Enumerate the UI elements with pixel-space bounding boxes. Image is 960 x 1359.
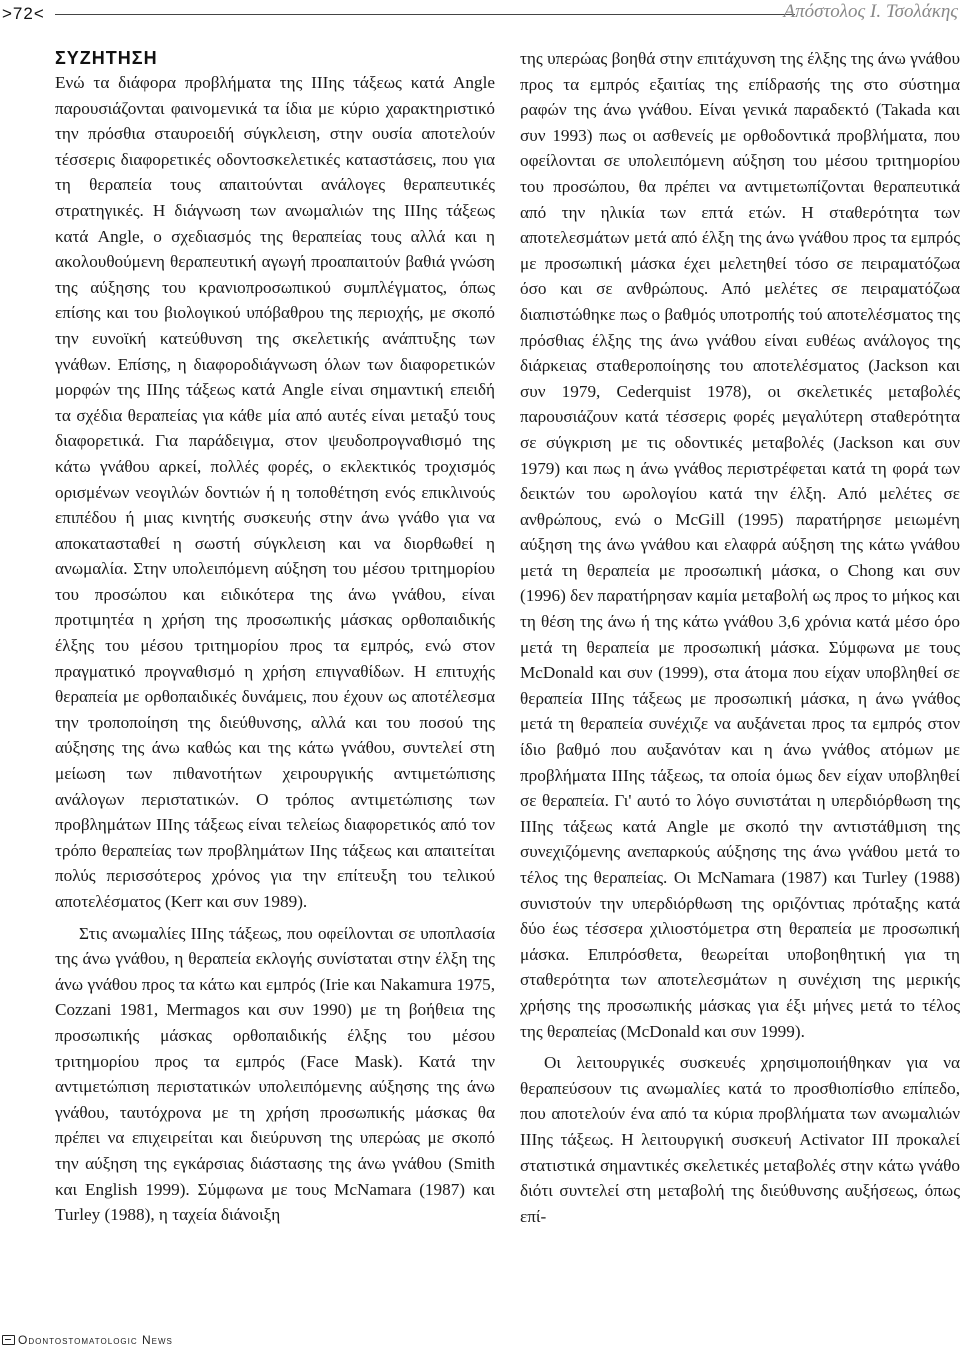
- left-column: [55, 46, 495, 1228]
- left-paragraph-1: Ενώ τα διάφορα προβλήματα της ΙΙΙης τάξεως κατά Angle παρουσιάζονται φαινομενικά τα ίδια με κύριο χαρακτηριστικό την πρόσθια σταυροειδή σύγκλειση, στην ουσία αποτελούν τέσσερις διαφορετικές οδοντοσκελετικές καταστάσεις, που για τη θεραπεία τους απαιτούνται ανάλογες θεραπευτικές στρατηγικές. Η διάγνωση των ανωμαλιών της ΙΙΙης τάξεως κατά Angle, ο σχεδιασμός της θεραπείας τους αλλά και η ακολουθούμενη θεραπευτική αγωγή προαπαιτούν βαθιά γνώση της αύξησης του κρανιοπροσωπικού συμπλέγματος, όπως επίσης και του βιολογικού υπόβαθρου της περιοχής, με σκοπό την ευνοϊκή κατεύθυνση της σκελετικής ανάπτυξης των γνάθων. Επίσης, η διαφοροδιάγνωση όλων των διαφορετικών μορφών της ΙΙΙης τάξεως κατά Angle είναι σημαντική επειδή τα σχέδια θεραπείας για κάθε μία από αυτές είναι μεταξύ τους διαφορετικά. Για παράδειγμα, στον ψευδοπρογναθισμό της κάτω γνάθου αρκεί, πολλές φορές, ο εκλεκτικός τροχισμός ορισμένων νεογιλών δοντιών ή η τοποθέτηση ενός επικλινούς επιπέδου ή μιας κινητής συσκευής στην άνω γνάθο για να αποκατασταθεί η σωστή σύγκλειση και να διορθωθεί η ανωμαλία. Στην υπολειπόμενη αύξηση του μέσου τριτημορίου του προσώπου και ειδικότερα της άνω γνάθου, είναι προτιμητέα η χρήση της προσωπικής μάσκας ορθοπαιδικής έλξης του μέσου τριτημορίου προς τα εμπρός, ενώ στον πραγματικό προγναθισμό η χρήση επιγναθίδων. Η επιτυχής θεραπεία με ορθοπαιδικές δυνάμεις, που έχουν ως αποτέλεσμα την τροποποίηση της διεύθυνσης, αλλά και του ποσού της αύξησης της άνω καθώς και της κάτω γνάθου, συντελεί στη μείωση των πιθανοτήτων χειρουργικής αντιμετώπισης ανάλογων περιστατικών. Ο τρόπος αντιμετώπισης των προβλημάτων ΙΙΙης τάξεως είναι τελείως διαφορετικός από τον τρόπο θεραπείας των προβλημάτων ΙΙης τάξεως και απαιτείται πολύς περισσότερος χρόνος για την επίτευξη του τελικού αποτελέσματος (Kerr και συν 1989).: [55, 73, 495, 911]
- page-number: >72<: [2, 4, 45, 23]
- page-footer: [2, 1333, 173, 1347]
- journal-name: Odontostomatologic News: [18, 1333, 173, 1347]
- left-paragraph-2: Στις ανωμαλίες ΙΙΙης τάξεως, που οφείλονται σε υποπλασία της άνω γνάθου, η θεραπεία εκλογής συνίσταται στην έλξη της άνω γνάθου προς τα κάτω και εμπρός (Irie και Nakamura 1975, Cozzani 1981, Mermagos και συν 1990) με τη βοήθεια της προσωπικής μάσκας ορθοπαιδικής έλξης του μέσου τριτημορίου προς τα εμπρός (Face Mask). Κατά την αντιμετώπιση περιστατικών υπολειπόμενης αύξησης της άνω γνάθου, ταυτόχρονα με τη χρήση προσωπικής μάσκας θα πρέπει να επιχειρείται και διεύρυνση της υπερώας με σκοπό την αύξηση της εγκάρσιας διάστασης της άνω γνάθου (Smith και English 1999). Σύμφωνα με τους McNamara (1987) και Turley (1988), η ταχεία διάνοιξη: [55, 923, 495, 1225]
- right-column: [520, 46, 960, 1229]
- section-title: ΣΥΖΗΤΗΣΗ: [55, 48, 158, 68]
- journal-logo-icon: [2, 1335, 15, 1345]
- page-header: [0, 0, 960, 34]
- right-paragraph-1: της υπερώας βοηθά στην επιτάχυνση της έλξης της άνω γνάθου προς τα εμπρός εξαιτίας της επίδρασής της στο σύστημα ραφών της άνω γνάθου. Είναι γενικά παραδεκτό (Takada και συν 1993) πως οι ασθενείς με ορθοδοντικά προβλήματα, που οφείλονται σε υπολειπόμενη αύξηση του μέσου τριτημορίου του προσώπου, θα πρέπει να αντιμετωπίζονται θεραπευτικά από την ηλικία των επτά ετών. Η σταθερότητα των αποτελεσμάτων μετά από έλξη της άνω γνάθου προς τα εμπρός με προσωπική μάσκα έχει μελετηθεί τόσο σε πειραματόζωα όσο και σε ανθρώπους. Από μελέτες σε πειραματόζωα διαπιστώθηκε πως ο βαθμός υποτροπής τού αποτελέσματος της πρόσθιας έλξης της άνω γνάθου είναι ευθέως ανάλογος της διάρκειας σταθεροποίησης του αποτελέσματος (Jackson και συν 1979, Cederquist 1978), οι σκελετικές μεταβολές παρουσιάζουν κατά τέσσερις φορές μεγαλύτερη σταθερότητα σε σύγκριση με τις οδοντικές μεταβολές (Jackson και συν 1979) και πως η άνω γνάθος περιστρέφεται κατά τη φορά των δεικτών του ωρολογίου κατά την έλξη. Από μελέτες σε ανθρώπους, ενώ ο McGill (1995) παρατήρησε μειωμένη αύξηση της άνω γνάθου και ελαφρά αύξηση της κάτω γνάθου μετά τη θεραπεία με προσωπική μάσκα, ο Chong και συν (1996) δεν παρατήρησαν καμία μεταβολή ως προς το μήκος και τη θέση της άνω ή της κάτω γνάθου 3,6 χρόνια κατά μέσο όρο μετά τη θεραπεία με προσωπική μάσκα. Σύμφωνα με τους McDonald και συν (1999), στα άτομα που είχαν υποβληθεί σε θεραπεία ΙΙΙης τάξεως με προσωπική μάσκα, η άνω γνάθος μετά τη θεραπεία συνέχιζε να αυξάνεται προς τα εμπρός στον ίδιο βαθμό που αυξανόταν και η άνω γνάθος ατόμων με προβλήματα ΙΙΙης τάξεως, τα οποία όμως δεν είχαν υποβληθεί σε θεραπεία. Γι' αυτό το λόγο συνιστάται η υπερδιόρθωση της ΙΙΙης τάξεως κατά Angle με σκοπό την αντιστάθμιση της συνεχιζόμενης ανεπαρκούς αύξησης της άνω γνάθου μετά το τέλος της θεραπείας. Οι McNamara (1987) και Turley (1988) συνιστούν την υπερδιόρθωση της οριζόντιας πρόταξης κατά δύο έως τέσσερα χιλιοστόμετρα στη θεραπεία με προσωπική μάσκα. Επιπρόσθετα, θεωρείται υποβοηθητική για τη σταθερότητα των αποτελεσμάτων η συνέχιση της μερικής χρήσης της προσωπικής μάσκας για έξι μήνες μετά το τέλος της θεραπείας (McDonald και συν 1999).: [520, 49, 960, 1041]
- header-rule: [55, 14, 795, 15]
- header-author: Απόστολος Ι. Τσολάκης: [783, 1, 958, 22]
- right-paragraph-2: Οι λειτουργικές συσκευές χρησιμοποιήθηκαν για να θεραπεύσουν τις ανωμαλίες κατά το προσθιοπίσθιο επίπεδο, που αποτελούν ένα από τα κύρια προβλήματα των ανωμαλιών ΙΙΙης τάξεως. Η λειτουργική συσκευή Activator ΙΙΙ προκαλεί στατιστικά σημαντικές σκελετικές μεταβολές στην κάτω γνάθο διότι συντελεί στη μεταβολή της διεύθυνσης αυξήσεως, όπως επί-: [520, 1053, 960, 1226]
